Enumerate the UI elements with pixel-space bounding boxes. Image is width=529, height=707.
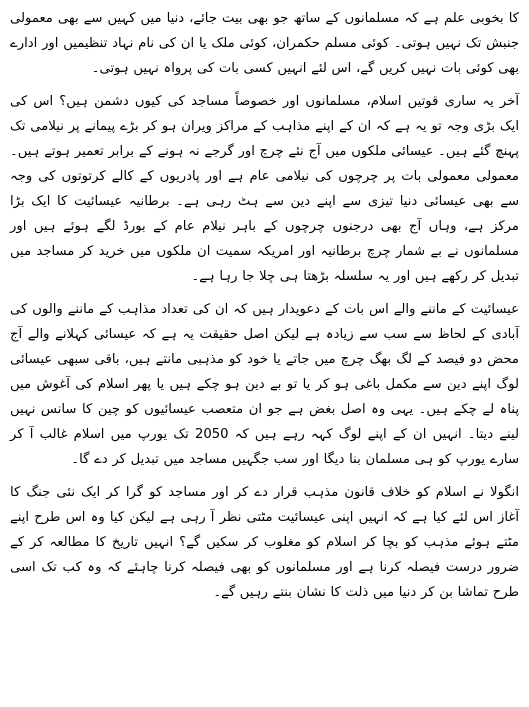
paragraph-2: آخر یہ ساری قوتیں اسلام، مسلمانوں اور خصوصاً مساجد کی کیوں دشمن ہیں؟ اس کی ایک بڑی وجہ تو یہ ہے کہ ان کے اپنے مذاہب کے مراکز ویران ہو کر بڑے پیمانے پر نیلامی تک پہنچ گئے ہیں۔ عیسائی ملکوں میں آج نئے چرچ اور گرجے نہ ہونے کے برابر تعمیر ہوتے ہیں۔ معمولی معمولی بات پر چرچوں کی نیلامی عام ہے اور پادریوں کے کالے کرتوتوں کی وجہ سے بھی عیسائی دنیا تیزی سے اپنے دین سے ہٹ رہی ہے۔ برطانیہ عیسائیت کا ایک بڑا مرکز ہے، وہاں آج بھی درجنوں چرچوں کے باہر نیلام عام کے بورڈ لگے ہوئے ہیں اور مسلمانوں نے بے شمار چرچ برطانیہ اور امریکہ سمیت ان ملکوں میں خرید کر مساجد میں تبدیل کر رکھے ہیں اور یہ سلسلہ بڑھتا ہی چلا جا رہا ہے۔: [10, 94, 519, 284]
paragraph-3: عیسائیت کے ماننے والے اس بات کے دعویدار ہیں کہ ان کی تعداد مذاہب کے ماننے والوں کی آبادی کے لحاظ سے سب سے زیادہ ہے لیکن اصل حقیقت یہ ہے کہ عیسائی کہلانے والے آج محض دو فیصد کے لگ بھگ چرچ میں جاتے یا خود کو مذہبی مانتے ہیں، باقی سبھی عیسائی لوگ اپنے دین سے مکمل باغی ہو کر یا تو بے دین ہو چکے ہیں یا پھر اسلام کی آغوش میں پناہ لے چکے ہیں۔ یہی وہ اصل بغض ہے جو ان متعصب عیسائیوں کو چین کا سانس نہیں لینے دیتا۔ انہیں ان کے اپنے لوگ کہہ رہے ہیں کہ 2050 تک یورپ میں اسلام غالب آ کر سارے یورپ کو ہی مسلمان بنا دیگا اور سب جگہیں مساجد میں تبدیل کر دے گا۔: [10, 302, 519, 467]
paragraph-1: کا بخوبی علم ہے کہ مسلمانوں کے ساتھ جو بھی بیت جائے، دنیا میں کہیں سے بھی معمولی جنبش تک نہیں ہوتی۔ کوئی مسلم حکمران، کوئی ملک یا ان کی نام نہاد تنظیمیں اور ادارے بھی کوئی بات نہیں کریں گے، اس لئے انہیں کسی بات کی پرواہ نہیں ہوتی۔: [10, 11, 519, 76]
paragraph-4: انگولا نے اسلام کو خلاف قانون مذہب قرار دے کر اور مساجد کو گرا کر ایک نئی جنگ کا آغاز اس لئے کیا ہے کہ انہیں اپنی عیسائیت مٹتی نظر آ رہی ہے لیکن کیا وہ اس طرح اپنے مٹتے ہوئے مذہب کو بچا کر اسلام کو مغلوب کر سکیں گے؟ انہیں تاریخ کا مطالعہ کر کے ضرور درست فیصلہ کرنا ہے اور مسلمانوں کو بھی فیصلہ کرنا چاہئے کہ وہ کب تک اسی طرح تماشا بن کر دنیا میں ذلت کا نشان بنتے رہیں گے۔: [10, 485, 519, 600]
